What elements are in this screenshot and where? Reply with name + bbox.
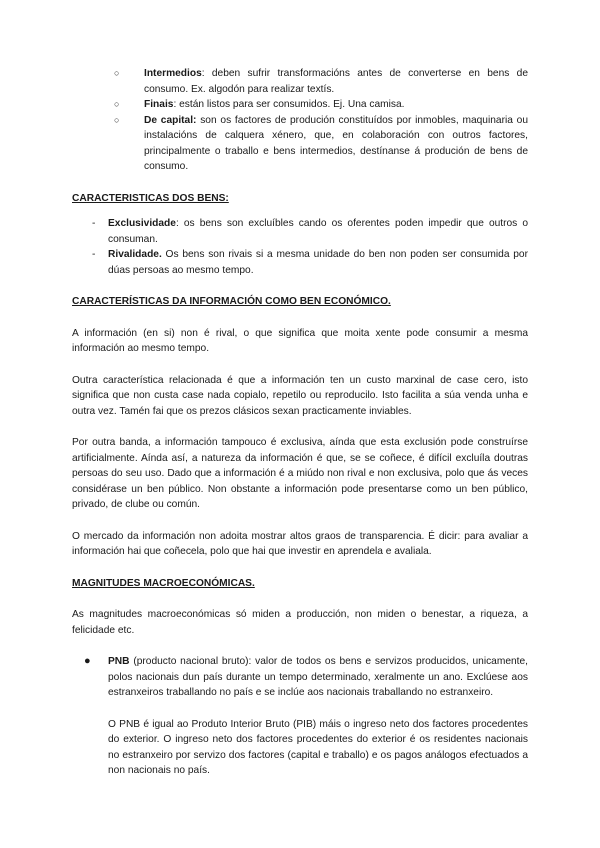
paragraph: O PNB é igual ao Produto Interior Bruto (PIB) máis o ingreso neto dos factores procedentes do exterior. O ingreso neto dos factores procedentes do exterior é os residentes nacionais no estranxeiro por servizo dos factores (capital e traballo) e os pagos análogos efectuados a non nacionais no país. <box>108 718 528 776</box>
paragraph: PNB (producto nacional bruto): valor de todos os bens e servizos producidos, unicamente, polos nacionais dun país durante un tempo determinado, xeralmente un ano. Exclúese aos estranxeiros traballando no país e se inclúe aos nacionais traballando no estranxeiro. <box>108 656 528 698</box>
section-heading: CARACTERISTICAS DOS BENS: <box>72 192 229 204</box>
paragraph: Por outra banda, a información tampouco é exclusiva, aínda que esta exclusión pode construírse artificialmente. Aínda así, a natureza da información é que, se se coñece, é difícil excluíla doutras persoas do seu uso. Dado que a información é a miúdo non rival e non exclusiva, polo que ás veces considérase un ben público. Non obstante a información pode presentarse como un ben público, privado, de clube ou común. <box>72 437 528 510</box>
list-item: - Rivalidade. Os bens son rivais si a mesma unidade do ben non poden ser consumida por dúas persoas ao mesmo tempo. <box>92 249 528 276</box>
paragraph: Outra característica relacionada é que a información ten un custo marxinal de case cero, isto significa que non custa case nada copialo, repetilo ou reproducilo. Isto facilita a súa venda unha e outra vez. Tamén fai que os prezos clásicos sexan practicamente inviables. <box>72 374 528 417</box>
paragraph: A información (en si) non é rival, o que significa que moita xente pode consumir a mesma información ao mesmo tempo. <box>72 327 528 354</box>
document-page <box>72 66 528 779</box>
paragraph: As magnitudes macroeconómicas só miden a producción, non miden o benestar, a riqueza, a felicidade etc. <box>72 609 528 636</box>
list-item: - Exclusividade: os bens son excluíbles cando os oferentes poden impedir que outros o consuman. <box>92 218 528 245</box>
dash-bullet-icon: - <box>92 249 96 260</box>
dash-bullet-icon: - <box>92 218 96 229</box>
pnb-item <box>84 654 528 779</box>
circle-bullet-icon: ○ <box>114 99 120 109</box>
goods-types-list <box>114 66 528 175</box>
circle-bullet-icon: ○ <box>114 68 120 78</box>
section-heading: CARACTERÍSTICAS DA INFORMACIÓN COMO BEN ECONÓMICO. <box>72 296 391 307</box>
paragraph: O mercado da información non adoita mostrar altos graos de transparencia. É dicir: para avaliar a información hai que coñecela, polo que hai que investir en aprendela e avaliala. <box>72 530 528 557</box>
section-heading: MAGNITUDES MACROECONÓMICAS. <box>72 577 255 589</box>
dot-bullet-icon: ● <box>84 655 91 667</box>
circle-bullet-icon: ○ <box>114 114 120 125</box>
list-item: ○ De capital: son os factores de produción constituídos por inmobles, maquinaria ou instalacións de calquera xénero, que, en colaboración con outros factores, principalmente o traballo e bens intermedios, destínanse á produción de bens de consumo. <box>114 114 528 172</box>
goods-characteristics-list <box>92 216 528 278</box>
list-item: ○ Finais: están listos para ser consumidos. Ej. Una camisa. <box>130 97 528 113</box>
list-item: ○ Intermedios: deben sufrir transformacións antes de converterse en bens de consumo. Ex. algodón para realizar textís. <box>114 68 528 95</box>
